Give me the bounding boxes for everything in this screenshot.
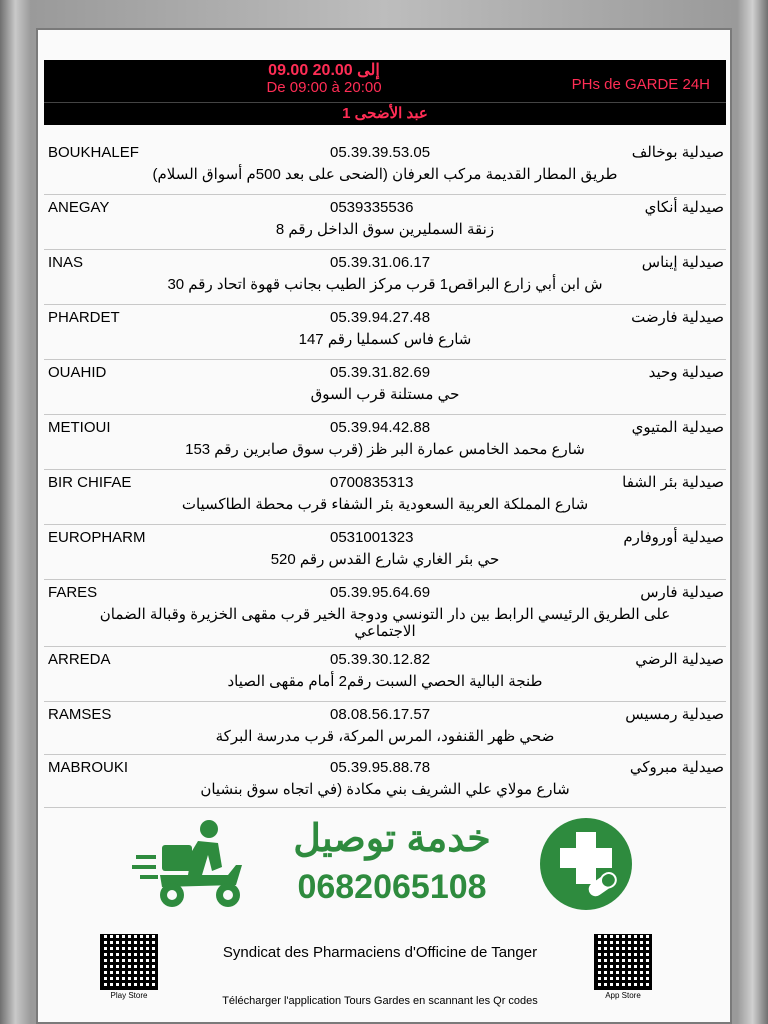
delivery-phone[interactable]: 0682065108: [297, 868, 487, 906]
play-store-label: Play Store: [110, 991, 148, 1000]
garde-label: PHs de GARDE 24H: [571, 76, 710, 93]
pharmacy-address: زنقة السمليرين سوق الداخل رقم 8: [275, 221, 495, 238]
pharmacy-latin-name: METIOUI: [48, 419, 111, 436]
pharmacy-row[interactable]: [44, 470, 726, 525]
pharmacy-latin-name: MABROUKI: [48, 759, 129, 776]
pharmacy-phone[interactable]: 05.39.94.27.48: [330, 309, 431, 326]
pharmacy-arabic-name: صيدلية وحيد: [648, 364, 724, 381]
pharmacy-address: ضحي ظهر القنفود، المرس المركة، قرب مدرسة البركة: [215, 728, 555, 745]
pharmacy-address: شارع محمد الخامس عمارة البر ظز (قرب سوق صابرين رقم 153: [185, 441, 585, 458]
download-note: Télécharger l'application Tours Gardes en scannant les Qr codes: [222, 995, 538, 1007]
qr-code-icon: [100, 934, 158, 990]
delivery-title: خدمة توصيل: [293, 818, 491, 860]
pharmacy-arabic-name: صيدلية بوخالف: [631, 144, 724, 161]
pharmacy-latin-name: BOUKHALEF: [48, 144, 139, 161]
pharmacy-phone[interactable]: 0531001323: [330, 529, 414, 546]
pharmacy-arabic-name: صيدلية الرضي: [635, 651, 724, 668]
pharmacy-list: [44, 140, 726, 808]
pharmacy-latin-name: BIR CHIFAE: [48, 474, 132, 491]
pharmacy-arabic-name: صيدلية أنكاي: [644, 199, 724, 216]
pharmacy-latin-name: OUAHID: [48, 364, 107, 381]
pharmacy-address: طريق المطار القديمة مركب العرفان (الضحى على بعد 500م أسواق السلام): [152, 166, 618, 183]
pharmacy-row[interactable]: [44, 525, 726, 580]
pharmacy-address: حي بئر الغاري شارع القدس رقم 520: [270, 551, 500, 568]
pharmacy-row[interactable]: [44, 755, 726, 808]
pharmacy-row[interactable]: [44, 250, 726, 305]
pharmacy-arabic-name: صيدلية فارس: [640, 584, 724, 601]
pharmacy-address: حي مستلنة قرب السوق: [310, 386, 460, 403]
pharmacy-row[interactable]: [44, 702, 726, 755]
play-store-qr[interactable]: [100, 934, 158, 1000]
pharmacy-phone[interactable]: 05.39.30.12.82: [330, 651, 431, 668]
qr-code-icon: [594, 934, 652, 990]
pharmacy-latin-name: ARREDA: [48, 651, 111, 668]
hours: [194, 62, 454, 96]
pharmacy-arabic-name: صيدلية فارضت: [631, 309, 724, 326]
pharmacy-latin-name: ANEGAY: [48, 199, 110, 216]
pharmacy-arabic-name: صيدلية أوروفارم: [623, 529, 724, 546]
pharmacy-address: ش ابن أبي زارع البراقص1 قرب مركز الطيب بجانب قهوة اتحاد رقم 30: [167, 276, 603, 293]
pharmacy-latin-name: FARES: [48, 584, 98, 601]
pharmacy-latin-name: PHARDET: [48, 309, 120, 326]
pharmacy-address: شارع المملكة العربية السعودية بئر الشفاء قرب محطة الطاكسيات: [181, 496, 589, 513]
pharmacy-arabic-name: صيدلية المتيوي: [631, 419, 724, 436]
pharmacy-row[interactable]: [44, 195, 726, 250]
pharmacy-phone[interactable]: 05.39.31.82.69: [330, 364, 431, 381]
pharmacy-row[interactable]: [44, 140, 726, 195]
pharmacy-row[interactable]: [44, 415, 726, 470]
pharmacy-address: شارع فاس كسمليا رقم 147: [298, 331, 472, 348]
pharmacy-latin-name: INAS: [48, 254, 84, 271]
pharmacy-phone[interactable]: 05.39.94.42.88: [330, 419, 431, 436]
syndicate-title: Syndicat des Pharmaciens d'Officine de Tanger: [222, 944, 538, 961]
pharmacy-address: شارع مولاي علي الشريف بني مكادة (في اتجاه سوق بنشيان: [200, 781, 570, 798]
pharmacy-phone[interactable]: 0539335536: [330, 199, 414, 216]
pharmacy-phone[interactable]: 08.08.56.17.57: [330, 706, 431, 723]
pharmacy-arabic-name: صيدلية مبروكي: [629, 759, 724, 776]
pharmacy-phone[interactable]: 05.39.95.64.69: [330, 584, 431, 601]
header-bar: [44, 60, 726, 102]
pharmacy-phone[interactable]: 05.39.39.53.05: [330, 144, 431, 161]
pharmacy-row[interactable]: [44, 360, 726, 415]
hours-arabic: 09.00 إلى 20.00: [268, 62, 380, 79]
holiday-banner: عبد الأضحى 1: [44, 102, 726, 125]
pharmacy-latin-name: RAMSES: [48, 706, 112, 723]
pharmacy-row[interactable]: [44, 647, 726, 702]
pharmacy-arabic-name: صيدلية إيناس: [641, 254, 724, 271]
pharmacy-row[interactable]: [44, 580, 726, 647]
pharmacy-cross-pill-icon: [538, 816, 634, 912]
app-store-label: App Store: [605, 991, 641, 1000]
app-store-qr[interactable]: [594, 934, 652, 1000]
pharmacy-latin-name: EUROPHARM: [48, 529, 146, 546]
hours-french: De 09:00 à 20:00: [266, 79, 382, 96]
pharmacy-arabic-name: صيدلية رمسيس: [625, 706, 724, 723]
delivery-banner: [44, 810, 726, 920]
pharmacy-phone[interactable]: 05.39.31.06.17: [330, 254, 431, 271]
pharmacy-arabic-name: صيدلية بئر الشفا: [622, 474, 724, 491]
pharmacy-row[interactable]: [44, 305, 726, 360]
pharmacy-address: طنجة البالية الحصي السبت رقم2 أمام مقهى الصياد: [227, 673, 543, 690]
pharmacy-phone[interactable]: 05.39.95.88.78: [330, 759, 431, 776]
pharmacy-phone[interactable]: 0700835313: [330, 474, 414, 491]
pharmacy-address: على الطريق الرئيسي الرابط بين دار التونسي ودوجة الخير قرب مقهى الخزيرة وقبالة الضمان الاجتماعي: [99, 606, 671, 640]
delivery-scooter-icon: [132, 815, 252, 915]
